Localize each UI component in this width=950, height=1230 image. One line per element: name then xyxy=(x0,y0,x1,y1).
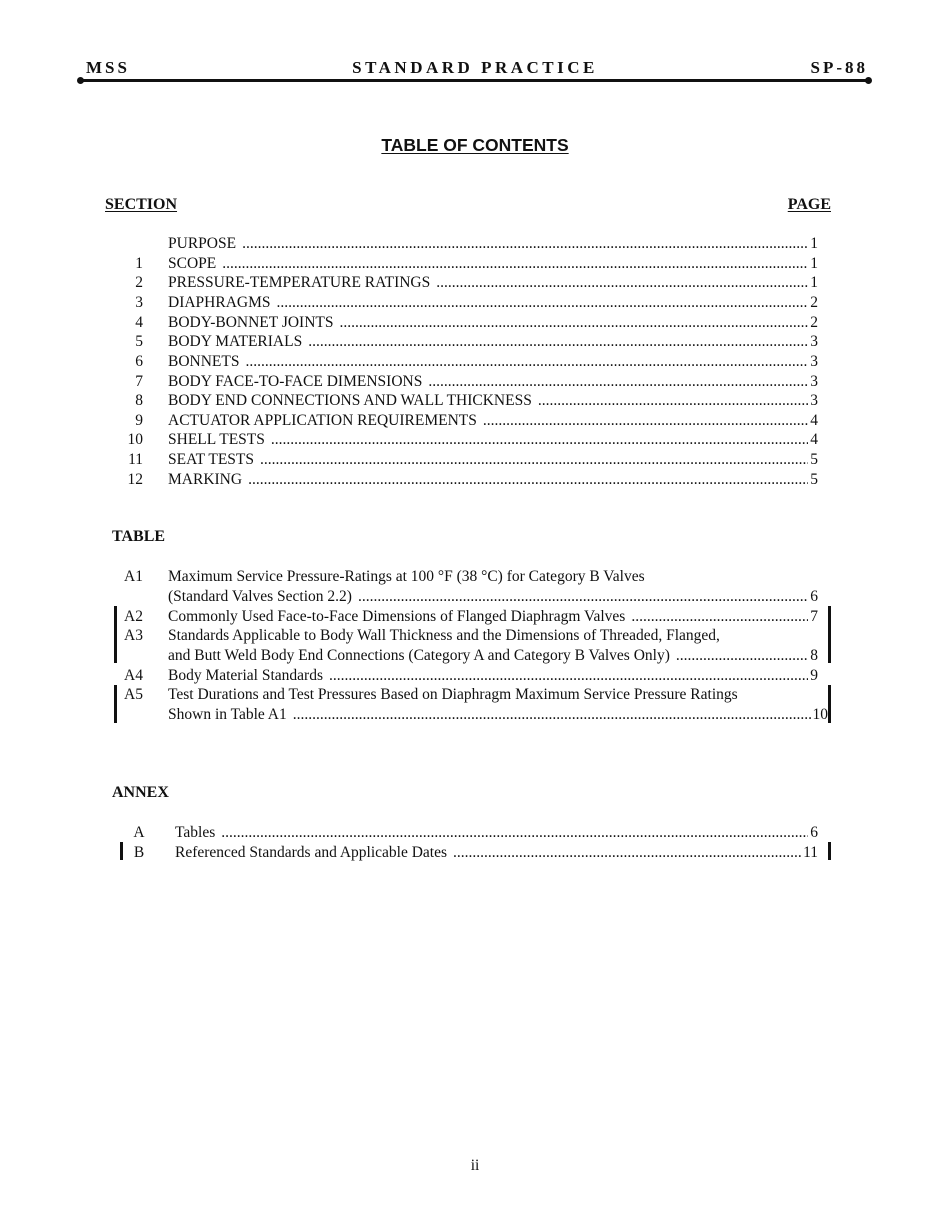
section-number: 4 xyxy=(135,314,143,331)
section-title: PURPOSE xyxy=(168,235,237,252)
section-number: 7 xyxy=(135,373,143,390)
section-page: 4 xyxy=(810,412,818,429)
toc-entry[interactable] xyxy=(105,254,818,274)
header-title: STANDARD PRACTICE xyxy=(352,58,598,77)
change-bar-right xyxy=(828,685,831,723)
table-number: A2 xyxy=(124,608,143,625)
section-number: 1 xyxy=(135,255,143,272)
toc-entry-continuation[interactable] xyxy=(105,587,818,607)
annex-title: Tables xyxy=(175,824,216,841)
annex-heading: ANNEX xyxy=(112,784,169,801)
toc-entry[interactable] xyxy=(105,470,818,490)
section-number: 11 xyxy=(128,451,143,468)
section-number: 2 xyxy=(135,274,143,291)
section-page: 2 xyxy=(810,314,818,331)
section-title: BODY MATERIALS xyxy=(168,333,303,350)
toc-entry[interactable] xyxy=(105,411,818,431)
table-number: A5 xyxy=(124,686,143,703)
header-rule-end-left xyxy=(77,77,84,84)
table-title-line2: and Butt Weld Body End Connections (Category A and Category B Valves Only) xyxy=(168,647,670,664)
toc-entry[interactable] xyxy=(105,293,818,313)
toc-entry[interactable] xyxy=(105,352,818,372)
change-bar-left xyxy=(114,685,117,723)
toc-entry[interactable] xyxy=(105,567,818,587)
table-title-line1: Standards Applicable to Body Wall Thickness and the Dimensions of Threaded, Flanged, xyxy=(168,627,720,644)
section-page: 1 xyxy=(810,274,818,291)
section-title: DIAPHRAGMS xyxy=(168,294,271,311)
toc-entry[interactable] xyxy=(105,372,818,392)
page-title: TABLE OF CONTENTS xyxy=(381,135,569,155)
toc-entry[interactable] xyxy=(105,450,818,470)
table-page: 6 xyxy=(810,588,818,605)
annex-title: Referenced Standards and Applicable Dates xyxy=(175,844,448,861)
change-bar-left xyxy=(114,606,117,663)
toc-entry[interactable] xyxy=(105,332,818,352)
toc-entry[interactable] xyxy=(105,313,818,333)
section-title: SHELL TESTS xyxy=(168,431,265,448)
section-title: BODY-BONNET JOINTS xyxy=(168,314,334,331)
header-rule xyxy=(80,79,870,82)
table-title-line1: Test Durations and Test Pressures Based on Diaphragm Maximum Service Pressure Ratings xyxy=(168,686,738,703)
table-heading: TABLE xyxy=(112,528,166,545)
section-number: 9 xyxy=(135,412,143,429)
toc-entry[interactable] xyxy=(105,823,818,843)
section-page: 2 xyxy=(810,294,818,311)
table-title-line1: Maximum Service Pressure-Ratings at 100 °F (38 °C) for Category B Valves xyxy=(168,568,645,585)
header-rule-end-right xyxy=(865,77,872,84)
section-page: 1 xyxy=(810,255,818,272)
table-number: A3 xyxy=(124,627,143,644)
section-title: SEAT TESTS xyxy=(168,451,254,468)
toc-entry-continuation[interactable] xyxy=(105,646,818,666)
toc-entry-continuation[interactable] xyxy=(105,705,828,725)
toc-entry[interactable] xyxy=(105,666,818,686)
table-page: 8 xyxy=(810,647,818,664)
annex-letter: A xyxy=(133,824,145,841)
section-title: SCOPE xyxy=(168,255,217,272)
toc-entry[interactable] xyxy=(105,234,818,254)
section-number: 6 xyxy=(135,353,143,370)
change-bar-right xyxy=(828,606,831,663)
table-page: 10 xyxy=(812,706,828,723)
section-page: 3 xyxy=(810,353,818,370)
table-title-line2: (Standard Valves Section 2.2) xyxy=(168,588,352,605)
section-page: 3 xyxy=(810,392,818,409)
section-title: PRESSURE-TEMPERATURE RATINGS xyxy=(168,274,431,291)
section-page: 5 xyxy=(810,451,818,468)
section-number: 10 xyxy=(127,431,143,448)
annex-page: 6 xyxy=(810,824,818,841)
section-title: MARKING xyxy=(168,471,243,488)
table-title-line1: Commonly Used Face-to-Face Dimensions of Flanged Diaphragm Valves xyxy=(168,608,626,625)
toc-entry[interactable] xyxy=(105,430,818,450)
table-number: A1 xyxy=(124,568,143,585)
section-page: 3 xyxy=(810,333,818,350)
toc-entry[interactable] xyxy=(105,843,818,863)
toc-entry[interactable] xyxy=(105,391,818,411)
section-page: 4 xyxy=(810,431,818,448)
section-page: 1 xyxy=(810,235,818,252)
section-number: 5 xyxy=(135,333,143,350)
page-column-label: PAGE xyxy=(787,196,831,213)
section-title: BONNETS xyxy=(168,353,240,370)
section-page: 3 xyxy=(810,373,818,390)
table-title-line1: Body Material Standards xyxy=(168,667,323,684)
toc-entry[interactable] xyxy=(105,626,818,646)
table-title-line2: Shown in Table A1 xyxy=(168,706,287,723)
header-doc-id: SP-88 xyxy=(810,58,868,77)
section-page: 5 xyxy=(810,471,818,488)
annex-page: 11 xyxy=(803,844,818,861)
header-org: MSS xyxy=(86,58,130,77)
table-page: 7 xyxy=(810,608,818,625)
toc-entry[interactable] xyxy=(105,273,818,293)
table-number: A4 xyxy=(124,667,143,684)
annex-letter: B xyxy=(133,844,145,861)
section-column-label: SECTION xyxy=(105,196,178,213)
section-title: BODY FACE-TO-FACE DIMENSIONS xyxy=(168,373,423,390)
section-number: 3 xyxy=(135,294,143,311)
section-number: 12 xyxy=(127,471,143,488)
table-page: 9 xyxy=(810,667,818,684)
section-number: 8 xyxy=(135,392,143,409)
section-title: ACTUATOR APPLICATION REQUIREMENTS xyxy=(168,412,477,429)
page-number: ii xyxy=(470,1157,480,1174)
toc-entry[interactable] xyxy=(105,607,818,627)
toc-entry[interactable] xyxy=(105,685,818,705)
section-title: BODY END CONNECTIONS AND WALL THICKNESS xyxy=(168,392,532,409)
change-bar-right xyxy=(828,842,831,860)
